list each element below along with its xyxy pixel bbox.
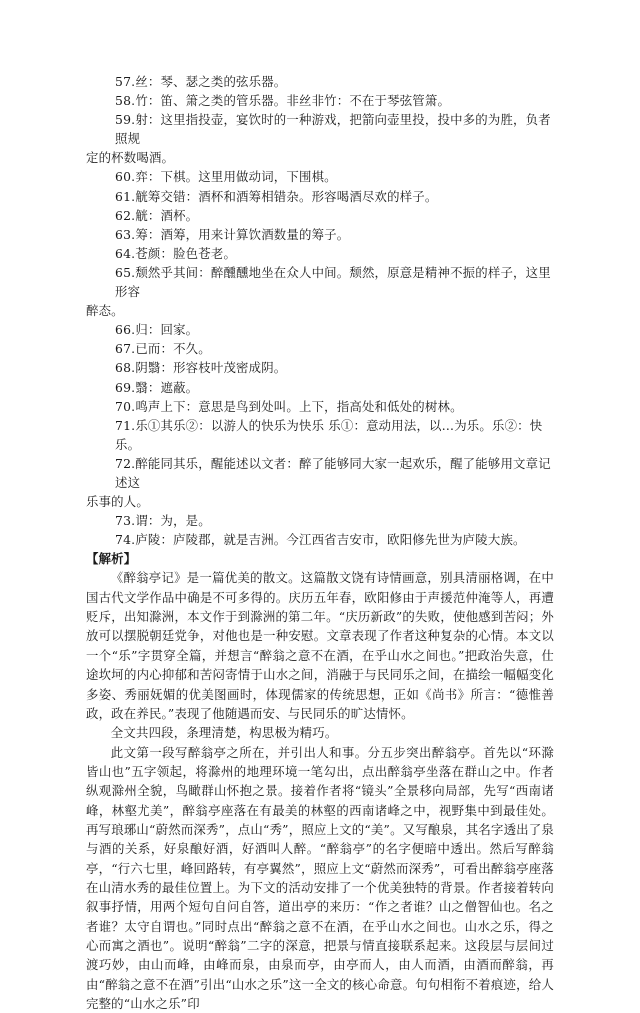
annotation-continuation: 定的杯数喝酒。 (86, 150, 175, 166)
annotation-item (86, 339, 554, 358)
annotation-text: 鸣声上下：意思是鸟到处叫。上下，指高处和低处的树林。 (135, 398, 463, 414)
annotation-number: 62. (115, 207, 136, 223)
annotation-list (86, 72, 554, 549)
annotation-number: 65. (115, 264, 136, 280)
annotation-number: 73. (115, 513, 136, 529)
annotation-item (86, 378, 554, 397)
annotation-text: 觥筹交错：酒杯和酒筹相错杂。形容喝酒尽欢的样子。 (135, 188, 438, 204)
annotation-text: 苍颜：脸色苍老。 (135, 245, 237, 261)
annotation-text: 筹：酒筹，用来计算饮酒数量的筹子。 (135, 226, 350, 242)
annotation-item (86, 110, 554, 148)
annotation-item (86, 320, 554, 339)
annotation-number: 72. (115, 455, 136, 471)
annotation-text: 射：这里指投壶，宴饮时的一种游戏，把箭向壶里投，投中多的为胜，负者照规 (115, 112, 551, 147)
annotation-text: 归：回家。 (135, 322, 199, 338)
annotation-text: 丝：琴、瑟之类的弦乐器。 (135, 74, 287, 89)
annotation-item (86, 263, 554, 301)
analysis-paragraph: 此文第一段写醉翁亭之所在，并引出人和事。分五步突出醉翁亭。首先以“环滁皆山也”五字领起，将滁州的地理环境一笔勾出，点出醉翁亭坐落在群山之中。作者纵观滁州全貌，鸟瞰群山怀抱之景。接着作者将“镜头”全景移向局部，先写“西南诸峰，林壑尤美”，醉翁亭座落在有最美的林壑的西南诸峰之中，视野集中到最佳处。再写琅琊山“蔚然而深秀”，点山“秀”，照应上文的“美”。又写酿泉，其名字透出了泉与酒的关系，好泉酿好酒，好酒叫人醉。“醉翁亭”的名字便暗中透出。然后写醉翁亭，“行六七里，峰回路转，有亭翼然”，照应上文“蔚然而深秀”，可看出醉翁亭座落在山清水秀的最佳位置上。为下文的活动安排了一个优美独特的背景。作者接着转向叙事抒情，用两个短句自问自答，道出亭的来历：“作之者谁？山之僧智仙也。名之者谁？太守自谓也。”同时点出“醉翁之意不在酒，在乎山水之间也。山水之乐，得之心而寓之酒也”。说明“醉翁”二字的深意，把景与情直接联系起来。这段层与层间过渡巧妙，由山而峰，由峰而泉，由泉而亭，由亭而人，由人而酒，由酒而醉翁，再由“醉翁之意不在酒”引出“山水之乐”这一全文的核心命意。句句相衔不着痕迹，给人完整的“山水之乐”印 (86, 744, 554, 1011)
annotation-number: 66. (115, 322, 136, 338)
annotation-item (86, 167, 554, 186)
annotation-continuation: 醉态。 (86, 303, 124, 319)
annotation-number: 68. (115, 360, 136, 376)
annotation-text: 弈：下棋。这里用做动词，下围棋。 (135, 169, 337, 185)
annotation-number: 61. (115, 188, 136, 204)
annotation-text: 已而：不久。 (135, 341, 211, 357)
annotation-text: 竹：笛、箫之类的管乐器。非丝非竹：不在于琴弦管箫。 (135, 93, 451, 109)
annotation-number: 70. (115, 398, 136, 414)
annotation-text: 乐①其乐②：以游人的快乐为快乐 乐①：意动用法，以…为乐。乐②：快乐。 (115, 417, 543, 452)
analysis-heading: 【解析】 (86, 551, 137, 567)
annotation-text: 醉能同其乐，醒能述以文者：醉了能够同大家一起欢乐，醒了能够用文章记述这 (115, 455, 551, 490)
annotation-item (86, 454, 554, 492)
annotation-item (86, 206, 554, 225)
annotation-text: 庐陵：庐陵郡，就是吉洲。今江西省吉安市，欧阳修先世为庐陵大族。 (135, 532, 526, 548)
analysis-paragraph: 《醉翁亭记》是一篇优美的散文。这篇散文饶有诗情画意，别具清丽格调，在中国古代文学作品中确是不可多得的。庆历五年春，欧阳修由于声援范仲淹等人，再遭贬斥，出知滁洲，本文作于到滁洲的第二年。“庆历新政”的失败，使他感到苦闷；外放可以摆脱朝廷党争，对他也是一种安慰。文章表现了作者这种复杂的心情。本文以一个“乐”字贯穿全篇，并想言“醉翁之意不在酒，在乎山水之间也。”把政治失意，仕途坎坷的内心抑郁和苦闷寄情于山水之间，消融于与民同乐之间，在描绘一幅幅变化多姿、秀丽妩媚的优美图画时，体现儒家的传统思想，正如《尚书》所言：“德惟善政，政在养民。”表现了他随遇而安、与民同乐的旷达情怀。 (86, 570, 554, 721)
annotation-number: 67. (115, 341, 136, 357)
annotation-number: 63. (115, 226, 136, 242)
annotation-item (86, 225, 554, 244)
annotation-item (86, 72, 554, 91)
annotation-item (86, 187, 554, 206)
annotation-text: 颓然乎其间：醉醺醺地坐在众人中间。颓然，原意是精神不振的样子，这里形容 (115, 264, 551, 300)
annotation-text: 翳：遮蔽。 (135, 379, 199, 395)
annotation-number: 59. (115, 112, 136, 128)
annotation-item (86, 91, 554, 110)
annotation-number: 64. (115, 245, 136, 261)
document-page (86, 72, 554, 1013)
annotation-continuation: 乐事的人。 (86, 494, 149, 510)
annotation-number: 74. (115, 532, 136, 548)
annotation-number: 58. (115, 93, 136, 109)
annotation-item (86, 416, 554, 454)
annotation-number: 69. (115, 379, 136, 395)
analysis-body (86, 568, 554, 1013)
annotation-item (86, 511, 554, 530)
annotation-text: 觥：酒杯。 (135, 207, 199, 223)
annotation-item (86, 358, 554, 377)
annotation-text: 谓：为，是。 (135, 513, 211, 529)
annotation-item (86, 530, 554, 549)
annotation-number: 71. (115, 417, 136, 433)
annotation-number: 57. (115, 74, 136, 89)
analysis-paragraph: 全文共四段，条理清楚，构思极为精巧。 (110, 725, 338, 741)
annotation-item (86, 244, 554, 263)
annotation-text: 阴翳：形容枝叶茂密成阴。 (135, 360, 287, 376)
annotation-number: 60. (115, 169, 136, 185)
annotation-item (86, 397, 554, 416)
